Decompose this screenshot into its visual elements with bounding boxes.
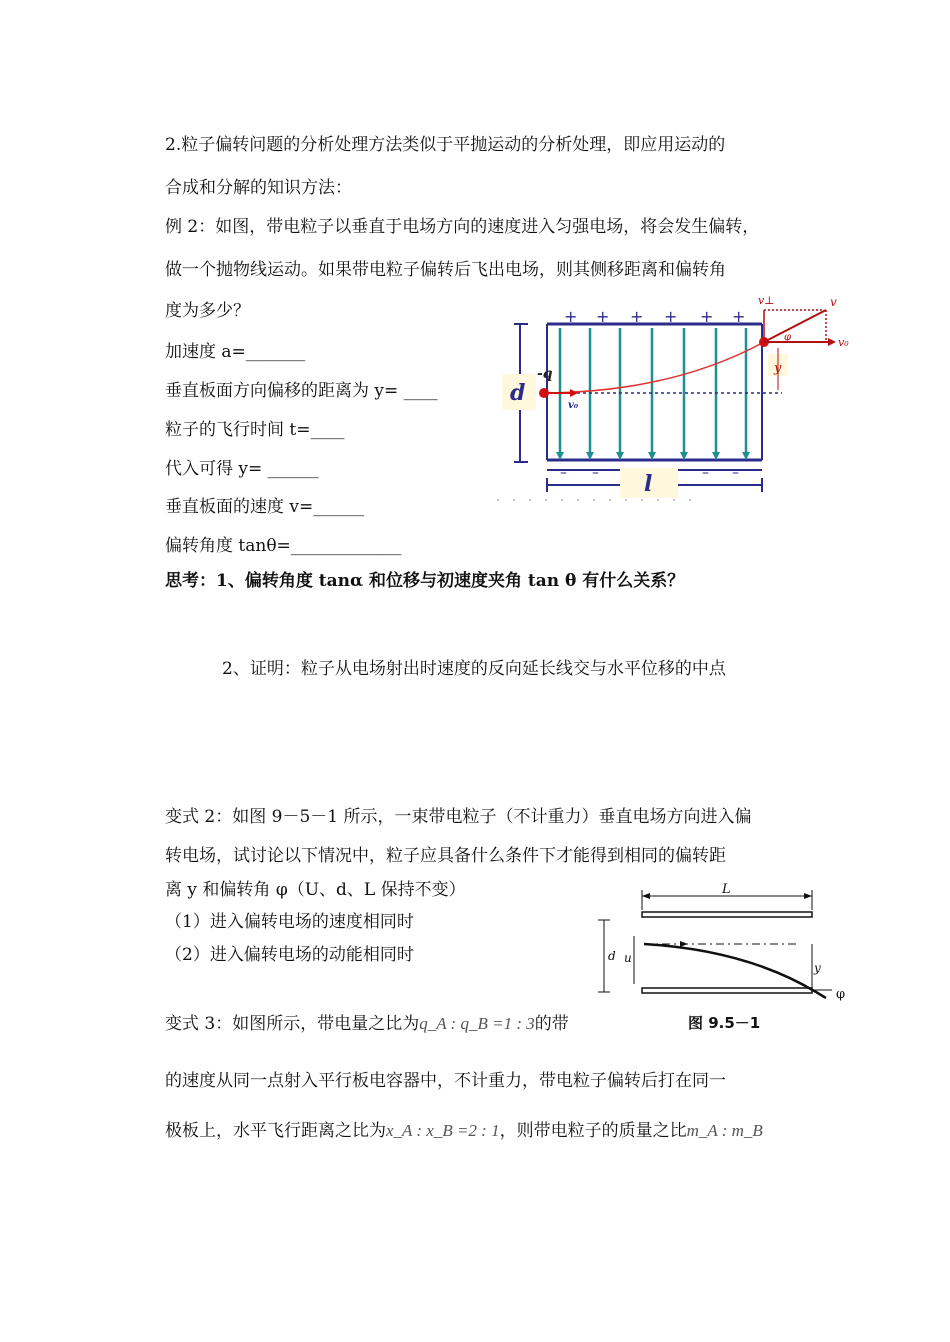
variant3-line1 — [165, 1013, 569, 1035]
entry-velocity-arrowhead — [570, 389, 578, 397]
velocity-question: 垂直板面的速度 v=______ — [165, 497, 365, 517]
deflection-diagram — [492, 292, 858, 504]
l-label: l — [644, 471, 653, 497]
figure-caption: 图 9.5－1 — [688, 1014, 761, 1032]
v-label: v — [830, 295, 837, 309]
bottom-plate — [642, 988, 812, 993]
variant3-line3 — [165, 1120, 763, 1142]
section2-line1: 2.粒子偏转问题的分析处理方法类似于平抛运动的分析处理，即应用运动的 — [165, 135, 726, 155]
y-label: y — [774, 361, 782, 376]
plus-sign: + — [564, 307, 578, 326]
plus-sign: + — [700, 307, 714, 326]
minus-sign: – — [560, 465, 567, 481]
plus-sign: + — [664, 307, 678, 326]
exit-v0-label: v₀ — [838, 336, 849, 349]
example2-line1: 例 2：如图，带电粒子以垂直于电场方向的速度进入匀强电场，将会发生偏转， — [165, 217, 760, 237]
displacement-question: 垂直板面方向偏移的距离为 y= ____ — [165, 381, 438, 401]
plus-sign: + — [732, 307, 746, 326]
acceleration-question: 加速度 a=_______ — [165, 342, 306, 362]
phi-label: φ — [836, 987, 846, 1002]
L-label: L — [722, 882, 731, 897]
think-question-2: 2、证明：粒子从电场射出时速度的反向延长线交与水平位移的中点 — [222, 659, 726, 679]
variant3-prefix: 变式 3：如图所示，带电量之比为 — [165, 1014, 420, 1034]
minus-sign: – — [702, 465, 709, 481]
time-question: 粒子的飞行时间 t=____ — [165, 420, 345, 440]
variant2-line2: 转电场，试讨论以下情况中，粒子应具备什么条件下才能得到相同的偏转距 — [165, 846, 726, 866]
variant2-line1: 变式 2：如图 9－5－1 所示，一束带电粒子（不计重力）垂直电场方向进入偏 — [165, 807, 752, 827]
entry-v0-label: v₀ — [568, 400, 579, 411]
charge-ratio: q_A : q_B =1 : 3 — [419, 1014, 535, 1033]
entry-arrowhead — [680, 941, 688, 947]
substitution-question: 代入可得 y= ______ — [165, 459, 319, 479]
L-arrowhead-right — [804, 893, 812, 899]
example2-line2: 做一个抛物线运动。如果带电粒子偏转后飞出电场，则其侧移距离和偏转角 — [165, 260, 726, 280]
particle-entry — [539, 388, 549, 398]
distance-ratio: x_A : x_B =2 : 1 — [386, 1121, 500, 1140]
figure-9-5-1 — [596, 880, 858, 1032]
angle-question: 偏转角度 tanθ=_____________ — [165, 536, 402, 556]
think-question-1: 思考：1、偏转角度 tanα 和位移与初速度夹角 tan θ 有什么关系？ — [165, 571, 685, 591]
variant3-suffix: 的带 — [534, 1014, 569, 1034]
L-arrowhead-left — [642, 893, 650, 899]
top-plate — [642, 912, 812, 917]
variant2-case2: （2）进入偏转电场的动能相同时 — [165, 945, 414, 965]
minus-sign: – — [732, 465, 739, 481]
variant2-line3: 离 y 和偏转角 φ（U、d、L 保持不变） — [165, 880, 466, 900]
d-label: d — [510, 380, 526, 406]
phi-label: φ — [784, 332, 792, 343]
trajectory-curve — [544, 342, 764, 393]
section2-line2: 合成和分解的知识方法： — [165, 178, 352, 198]
vy-label: v⊥ — [758, 294, 775, 307]
y-label: y — [814, 961, 821, 975]
variant2-case1: （1）进入偏转电场的速度相同时 — [165, 912, 414, 932]
u-label: u — [624, 951, 632, 965]
plus-sign: + — [596, 307, 610, 326]
minus-sign: – — [592, 465, 599, 481]
d-label: d — [608, 949, 616, 963]
variant3-line2: 的速度从同一点射入平行板电容器中，不计重力，带电粒子偏转后打在同一 — [165, 1071, 726, 1091]
variant3-line3-mid: ，则带电粒子的质量之比 — [499, 1121, 687, 1141]
charge-label: -q — [537, 366, 553, 382]
exit-v0-arrowhead — [828, 338, 836, 346]
variant3-line3-prefix: 极板上，水平飞行距离之比为 — [165, 1121, 386, 1141]
exit-v-arrow — [764, 310, 826, 342]
plus-sign: + — [630, 307, 644, 326]
mass-ratio: m_A : m_B — [686, 1121, 763, 1140]
example2-line3: 度为多少？ — [165, 301, 250, 321]
